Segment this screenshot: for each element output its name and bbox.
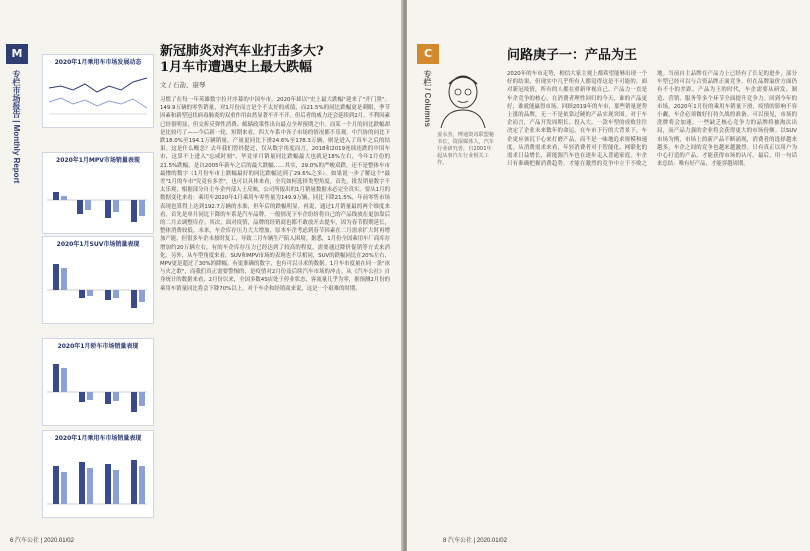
section-sidebar: 专栏市场报告 | Monthly Report bbox=[12, 70, 21, 184]
article-body: 习惯了在每一年英雄数字拉开序幕的中国车市，2020年却以"史上最大跌幅"迎来了"开门黑"。149.9万辆的零售销量，对1月份而言是个不太好的成绩，而21.5%的同比跌幅更是刺眼，季节因素和新型冠状病毒肺炎的双重作用由然显著不开不开。但后者的威力还会延续到2月。不利因素已经很明显，但交折反弹性消费、邮储政策性出台最点全界预期之中。而某一个月的同比跌幅却是比较巧了——今后新一轮，短期来看，四大车系中各子市场的情况都不乐观。中汽协的同比下跌18.0%至194.1万辆销量，产量更同比下滑24.6%至178.3万辆，则是进入了真车之后的结果。这是什么概念？去年我们曾经提过，仅从数字角度而言，2018和2019连续连跌的中国车市，这算不上进入"忘咸时刻"。毕竟单月销量同比跌幅最大也就是18%左右，今年1月份的21.5%跌幅，是自2005年新车之后的最大跌幅……其实，29.0%的严峻双跌，还不是整体车市最惨的数字（1月份车市上跌幅最好的同比跌幅达到了29.6%之多）。如果说一步了解这个"最差"1月的车市"究竟有多差"，也可以具体来看，全究如何选择类型角度。首先，批发销量数字不太乐观，根据部分自主车企内部人士反映，公司所报出的1月销量数据未必完全真实。要从1月的数据变化来看：乘用车2020年1月乘用车零售量为149.9万辆，同比下降21.5%，年前零售市场表现也算得上达到192.7万辆的水准，但年后的跌幅明显。再说，通过1月销量最的两个维度来看，首先是单月同比下降的车系是汽车品牌，一般情况下车企纷纷将自己的产品线放在更加靠后的二月去调整库存。其次，面对疫情，品牌的经销商也都不敢放开去提车，因为春节假期延长，整体消费较低。未来，车企库存压力大大增加，原本车企考虑到春节因素在二月需求扩大时再增加产能，但很多车企未按时复工，导致二月车辆生产陷入困境。据悉，1月份全国乘用车厂商库存增加约20万辆左右，有的车企库存压力已经达到了较高的程度，需要通过降价促销等方式来消化。另外，从车型角度来看，SUV和MPV市场的表现也不尽相同，SUV的跌幅同比在20%左右，MPV更是超过了30%的降幅。有更准确的数字，也有可以寻求的数据。1月车市度量在同一条"冰与火之歌"，而我们真正需要警惕的，是疫情对2月份及后续汽车市场的冲击。从《汽车公社》自身统计的数据来看，2月份以来，全国多数4S店处于停业状态，客流量几乎为零，据预测2月份的乘用车销量同比将会下降70%以上。对于车企和经销商来说，这是一个艰难的时期。 bbox=[160, 97, 390, 292]
bar-chart bbox=[43, 444, 151, 512]
page-footer: 8 汽车公社 | 2020.01/02 bbox=[443, 538, 507, 544]
chart-title: 2020年1月乘用车市场发展动态 bbox=[54, 59, 142, 66]
chart-mpv-sales bbox=[42, 152, 154, 234]
page-footer: 6 汽车公社 | 2020.01/02 bbox=[10, 538, 74, 544]
chart-market-trend bbox=[42, 54, 154, 128]
chart-title: 2020年1月轿车市场销量表现 bbox=[57, 343, 139, 350]
chart-suv-sales bbox=[42, 236, 154, 324]
line-chart bbox=[43, 68, 151, 120]
author-caption: 姜永杰，博通资讯联盟秘书长，资深媒体人，汽车行业研究者，自2001年起从事汽车行业相关工作。 bbox=[437, 132, 495, 166]
chart-title: 2020年1月SUV市场销量表现 bbox=[56, 241, 140, 248]
bar-chart bbox=[43, 250, 151, 318]
bar-chart bbox=[43, 166, 151, 228]
section-tab: M bbox=[6, 44, 28, 64]
section-sidebar: 专栏 / Columns bbox=[423, 70, 432, 127]
title-line-1: 新冠肺炎对汽车业打击多大? bbox=[160, 44, 324, 59]
left-page bbox=[0, 0, 403, 551]
bar-chart bbox=[43, 352, 151, 420]
article-body: 2020年的车市走势，相信大家主观上都希望能够出现一个好的结果，但现实中几乎所有人都觉得这是不可能的。面对新冠疫情，所有的人都在重新审视自己。产品力一直是车企竞争的核心，在消费者理性回归的今天，谁的产品更好，谁就能赢得市场。回顾2019年的车市，那些销量逆势上涨的品牌，无一不是依靠过硬的产品实现突围。对于车企而言，产品开发周期长、投入大，一款车型的成败往往决定了企业未来数年的命运。在车市下行的大背景下，车企更应该沉下心来打磨产品，而不是一味地追求规模和速度。从消费需求来看，年轻消费者对于智能化、网联化的需求日益增长，新能源汽车也在逐步走入普通家庭。车企只有准确把握消费趋势，才能在激烈的竞争中立于不败之地。当前自主品牌在产品力上已经有了长足的进步，部分车型已经可以与合资品牌正面竞争，但在品牌溢价方面仍有不小的差距。产品为王的时代，车企需要从研发、制造、营销、服务等多个环节全面提升竞争力。回到今年的市场，2020年1月份的乘用车销量下滑，疫情的影响不容小觑，车企必须做好打持久战的准备。可以预见，市场的洗牌将会加速，一些缺乏核心竞争力的品牌将被淘汰出局，而产品力强的企业将会获得更大的市场份额。以SUV市场为例，市场上的新产品不断涌现，消费者的选择越来越多，车企之间的竞争也越来越激烈。只有真正以用户为中心打造的产品，才能获得市场的认可。最后，用一句话来总结：唯有好产品，才能穿越周期。 bbox=[507, 71, 797, 168]
chart-passenger-sales bbox=[42, 430, 154, 518]
chart-title: 2020年1月MPV市场销量表现 bbox=[56, 157, 140, 164]
article-title bbox=[160, 44, 395, 76]
section-tab: C bbox=[417, 44, 439, 64]
chart-title: 2020年1月乘用车市场销量表现 bbox=[54, 435, 142, 442]
chart-sedan-sales bbox=[42, 338, 154, 426]
author-portrait bbox=[437, 70, 489, 128]
title-line-2: 1月车市遭遇史上最大跌幅 bbox=[160, 60, 313, 75]
right-page bbox=[407, 0, 810, 551]
byline: 文 / 石劼、康琴 bbox=[160, 81, 206, 89]
article-title: 问路庚子一：产品为王 bbox=[507, 48, 638, 63]
